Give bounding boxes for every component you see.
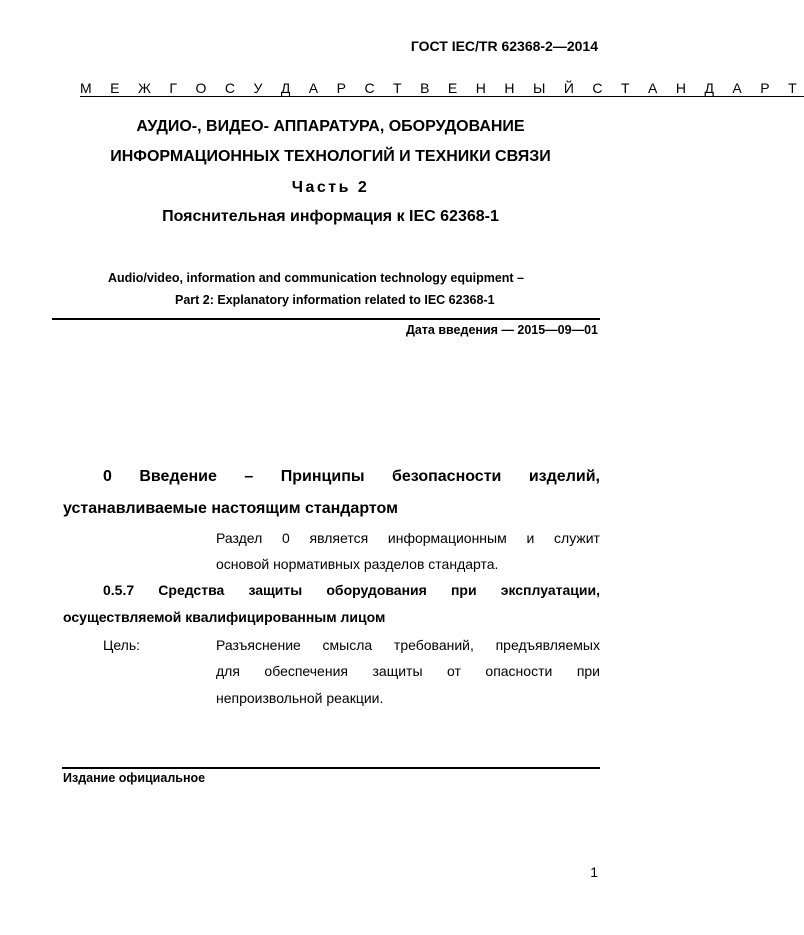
goal-word: опасности (485, 663, 553, 679)
section-0-note-line-1 (216, 530, 600, 546)
english-title-line-2: Part 2: Explanatory information related to IEC 62368-1 (175, 293, 495, 307)
heading-word: оборудования (326, 582, 427, 598)
footer-divider (62, 767, 600, 769)
section-0-note-line-2: основой нормативных разделов стандарта. (216, 556, 499, 572)
standard-type-heading: М Е Ж Г О С У Д А Р С Т В Е Н Н Ы Й С Т А Н Д А Р Т (80, 80, 804, 96)
heading-word: Принципы (280, 468, 365, 485)
goal-word: для (216, 663, 240, 679)
heading-word: Введение (139, 468, 217, 485)
note-word: информационным (387, 530, 507, 546)
note-word: служит (554, 530, 600, 546)
note-word: и (526, 530, 535, 546)
heading-word: защиты (248, 582, 303, 598)
edition-label: Издание официальное (63, 771, 206, 785)
heading-word: изделий, (528, 468, 600, 485)
goal-word: смысла (322, 637, 373, 653)
heading-word: Средства (158, 582, 225, 598)
goal-label: Цель: (103, 637, 141, 653)
title-line-1: АУДИО-, ВИДЕО- АППАРАТУРА, ОБОРУДОВАНИЕ (136, 118, 525, 135)
goal-word: при (576, 663, 600, 679)
goal-word: обеспечения (264, 663, 348, 679)
goal-word: от (447, 663, 461, 679)
note-word: 0 (282, 530, 290, 546)
subsection-heading-line-2: осуществляемой квалифицированным лицом (63, 609, 386, 625)
heading-word: эксплуатации, (500, 582, 600, 598)
heading-word: – (244, 468, 254, 485)
goal-text-line-1 (216, 637, 600, 653)
goal-text-line-2 (216, 663, 600, 679)
subsection-heading-line-1 (103, 582, 600, 598)
heading-word: 0.5.7 (103, 582, 135, 598)
heading-word: при (450, 582, 477, 598)
english-title-line-1: Audio/video, information and communication technology equipment – (108, 271, 524, 285)
heading-word: безопасности (392, 468, 502, 485)
title-line-2: ИНФОРМАЦИОННЫХ ТЕХНОЛОГИЙ И ТЕХНИКИ СВЯЗИ (110, 148, 551, 165)
goal-word: предъявляемых (495, 637, 600, 653)
date-of-introduction: Дата введения — 2015—09—01 (405, 323, 598, 337)
header-divider (52, 318, 600, 320)
part-title: Пояснительная информация к IEC 62368-1 (162, 208, 499, 225)
heading-word: 0 (103, 468, 112, 485)
goal-word: защиты (372, 663, 423, 679)
goal-word: требований, (393, 637, 474, 653)
note-word: является (309, 530, 369, 546)
part-number: Часть 2 (291, 179, 370, 196)
goal-word: Разъяснение (216, 637, 301, 653)
section-0-heading-line-1 (103, 468, 600, 486)
page-number: 1 (590, 864, 598, 880)
document-code: ГОСТ IEC/TR 62368-2—2014 (410, 38, 598, 54)
goal-text-line-3: непроизвольной реакции. (216, 690, 384, 706)
note-word: Раздел (216, 530, 263, 546)
section-0-heading-line-2: устанавливаемые настоящим стандартом (63, 500, 398, 517)
